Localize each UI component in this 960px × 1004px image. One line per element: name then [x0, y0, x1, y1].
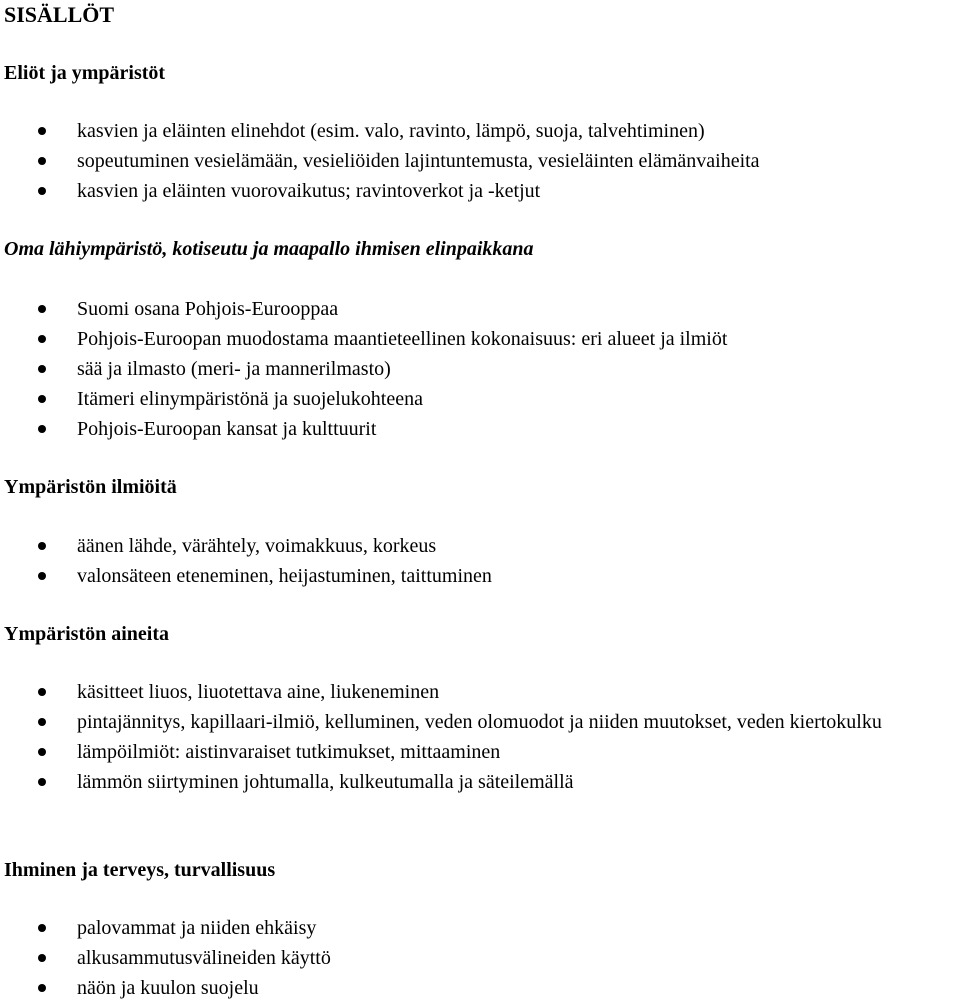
bullet-icon: [38, 187, 46, 195]
list-item: Pohjois-Euroopan kansat ja kulttuurit: [0, 414, 960, 444]
bullet-icon: [38, 425, 46, 433]
section-heading-lahiymparisto: Oma lähiympäristö, kotiseutu ja maapallo ihmisen elinpaikkana: [4, 238, 534, 260]
bullet-icon: [38, 924, 46, 932]
list-item: käsitteet liuos, liuotettava aine, liukeneminen: [0, 677, 960, 707]
list-item: kasvien ja eläinten elinehdot (esim. valo, ravinto, lämpö, suoja, talvehtiminen): [0, 116, 960, 146]
bullet-icon: [38, 954, 46, 962]
section-list-terveys: [0, 913, 960, 1003]
list-item: alkusammutusvälineiden käyttö: [0, 943, 960, 973]
bullet-icon: [38, 365, 46, 373]
bullet-icon: [38, 778, 46, 786]
list-item: pintajännitys, kapillaari-ilmiö, kelluminen, veden olomuodot ja niiden muutokset, veden kiertokulku: [0, 707, 960, 737]
list-item: äänen lähde, värähtely, voimakkuus, korkeus: [0, 531, 960, 561]
section-list-aineita: [0, 677, 960, 797]
list-item: Pohjois-Euroopan muodostama maantieteellinen kokonaisuus: eri alueet ja ilmiöt: [0, 324, 960, 354]
list-item: Itämeri elinympäristönä ja suojelukohteena: [0, 384, 960, 414]
list-item: palovammat ja niiden ehkäisy: [0, 913, 960, 943]
bullet-icon: [38, 688, 46, 696]
bullet-icon: [38, 748, 46, 756]
bullet-icon: [38, 984, 46, 992]
bullet-icon: [38, 395, 46, 403]
list-item: kasvien ja eläinten vuorovaikutus; ravintoverkot ja -ketjut: [0, 176, 960, 206]
list-item: lämmön siirtyminen johtumalla, kulkeutumalla ja säteilemällä: [0, 767, 960, 797]
list-item: näön ja kuulon suojelu: [0, 973, 960, 1003]
section-heading-terveys: Ihminen ja terveys, turvallisuus: [4, 859, 276, 881]
section-list-lahiymparisto: [0, 294, 960, 444]
section-list-ilmioita: [0, 531, 960, 591]
list-item: Suomi osana Pohjois-Eurooppaa: [0, 294, 960, 324]
bullet-icon: [38, 572, 46, 580]
page-title: SISÄLLÖT: [4, 2, 115, 27]
list-item: sopeutuminen vesielämään, vesieliöiden lajintuntemusta, vesieläinten elämänvaiheita: [0, 146, 960, 176]
section-list-eliot: [0, 116, 960, 206]
section-heading-eliot: Eliöt ja ympäristöt: [4, 62, 166, 84]
list-item: sää ja ilmasto (meri- ja mannerilmasto): [0, 354, 960, 384]
list-item: lämpöilmiöt: aistinvaraiset tutkimukset, mittaaminen: [0, 737, 960, 767]
section-heading-ilmioita: Ympäristön ilmiöitä: [4, 476, 177, 498]
bullet-icon: [38, 718, 46, 726]
bullet-icon: [38, 335, 46, 343]
section-heading-aineita: Ympäristön aineita: [4, 623, 169, 645]
bullet-icon: [38, 127, 46, 135]
list-item: valonsäteen eteneminen, heijastuminen, taittuminen: [0, 561, 960, 591]
bullet-icon: [38, 305, 46, 313]
bullet-icon: [38, 157, 46, 165]
bullet-icon: [38, 542, 46, 550]
